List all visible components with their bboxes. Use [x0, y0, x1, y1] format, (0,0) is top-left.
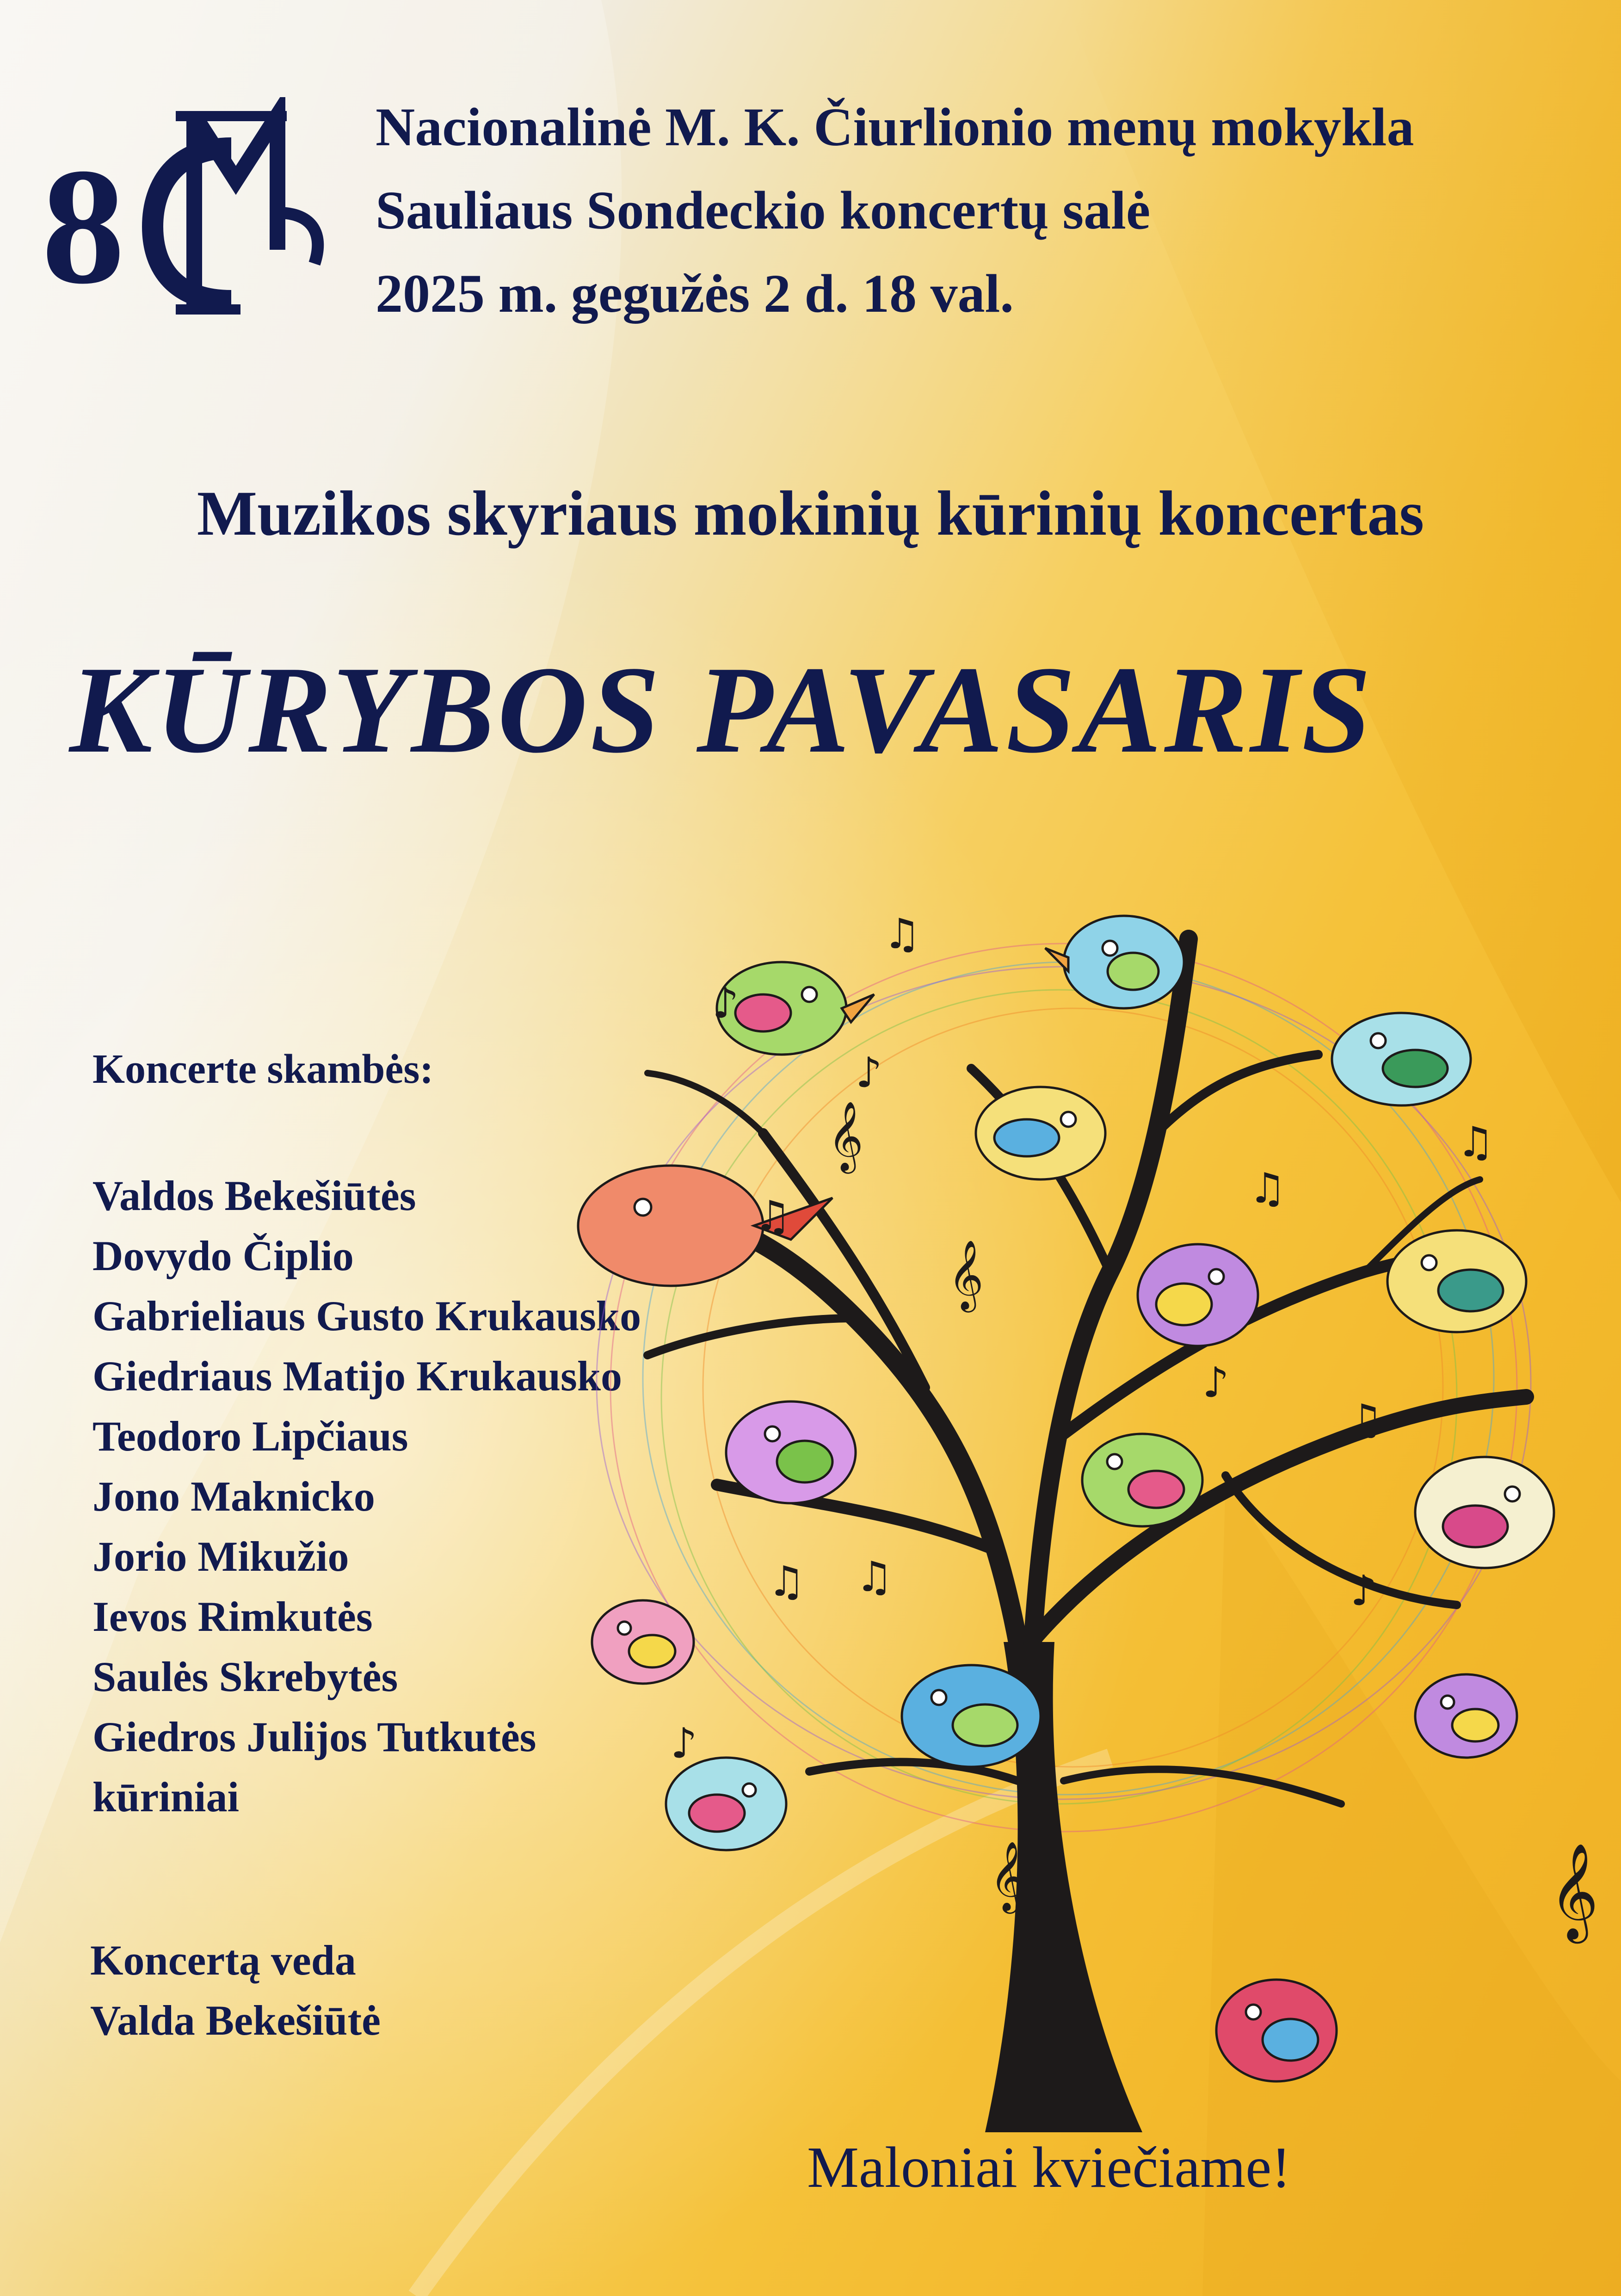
bird-icon — [1216, 1980, 1337, 2081]
music-note-icon: ♫ — [883, 910, 921, 958]
bird-icon — [902, 1665, 1041, 1767]
host-label: Koncertą veda — [90, 1937, 356, 1984]
concert-title: KŪRYBOS PAVASARIS — [69, 641, 1374, 779]
bird-icon — [1045, 916, 1184, 1008]
music-note-icon: ♪ — [712, 979, 739, 1028]
host-name: Valda Bekešiūtė — [90, 1997, 381, 2044]
list-item: Giedriaus Matijo Krukausko — [92, 1352, 623, 1400]
list-item: Ievos Rimkutės — [92, 1593, 373, 1640]
hall-name: Sauliaus Sondeckio koncertų salė — [376, 180, 1151, 241]
music-note-icon: ♪ — [1202, 1358, 1229, 1407]
list-item: Saulės Skrebytės — [92, 1653, 398, 1700]
music-note-icon: ♪ — [671, 1719, 697, 1768]
tree-with-birds-and-music-notes-illustration — [532, 856, 1621, 2151]
event-datetime: 2025 m. gegužės 2 d. 18 val. — [376, 263, 1014, 324]
bird-icon — [717, 962, 874, 1055]
bird-icon — [1387, 1230, 1526, 1332]
bird-icon — [1138, 1244, 1258, 1346]
bird-icon — [1415, 1457, 1554, 1568]
music-note-icon: ♫ — [1457, 1118, 1494, 1167]
bird-icon — [726, 1401, 856, 1503]
music-note-icon: ♫ — [768, 1557, 805, 1606]
music-note-icon: ♪ — [1350, 1567, 1377, 1615]
list-item: Teodoro Lipčiaus — [92, 1413, 408, 1460]
svg-text:8: 8 — [42, 134, 125, 318]
treble-clef-icon: 𝄞 — [1549, 1843, 1599, 1939]
list-item: Dovydo Čiplio — [92, 1232, 354, 1279]
bird-icon — [976, 1087, 1105, 1179]
concert-subtitle: Muzikos skyriaus mokinių kūrinių koncertas — [197, 478, 1424, 549]
closing-invitation: Maloniai kviečiame! — [807, 2136, 1291, 2200]
bird-icon — [666, 1758, 786, 1850]
music-note-icon: ♫ — [754, 1192, 791, 1241]
school-name: Nacionalinė M. K. Čiurlionio menų mokykla — [376, 97, 1414, 157]
lineup-heading: Koncerte skambės: — [92, 1046, 434, 1092]
bird-icon — [1415, 1674, 1517, 1758]
list-item: Gabrieliaus Gusto Krukausko — [92, 1292, 641, 1339]
school-monogram-logo — [37, 97, 333, 319]
list-item: Valdos Bekešiūtės — [92, 1172, 416, 1219]
bird-icon — [592, 1600, 694, 1684]
list-item: Jorio Mikužio — [92, 1533, 349, 1580]
treble-clef-icon: 𝄞 — [990, 1840, 1025, 1911]
music-note-icon: ♫ — [1249, 1164, 1286, 1213]
list-item: kūriniai — [92, 1773, 240, 1821]
music-note-icon: ♫ — [1346, 1395, 1383, 1444]
bird-icon — [1332, 1013, 1471, 1105]
music-note-icon: ♪ — [856, 1049, 882, 1097]
treble-clef-icon: 𝄞 — [828, 1100, 863, 1171]
bird-icon — [1082, 1434, 1202, 1526]
list-item: Giedros Julijos Tutkutės — [92, 1713, 536, 1760]
music-note-icon: ♫ — [856, 1553, 893, 1601]
list-item: Jono Maknicko — [92, 1473, 375, 1520]
treble-clef-icon: 𝄞 — [948, 1239, 984, 1309]
